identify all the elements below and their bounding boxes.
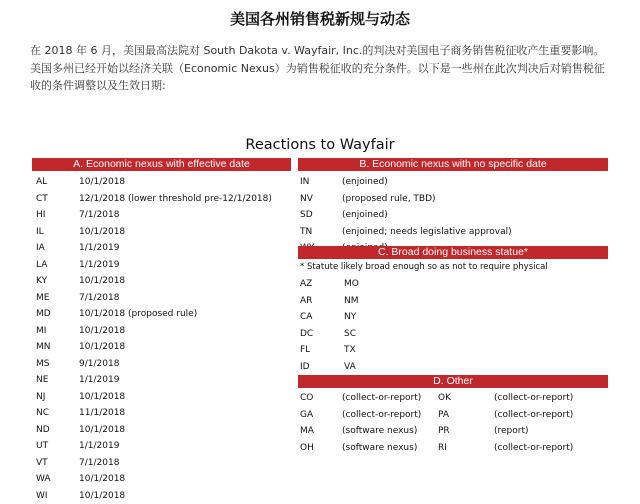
section-d-row <box>300 440 605 457</box>
section-a-list <box>36 174 291 504</box>
effective-date: 10/1/2018 <box>79 422 125 439</box>
section-b-row <box>300 224 605 241</box>
state-code: LA <box>36 257 47 274</box>
section-c-row <box>300 276 500 293</box>
state-code: RI <box>438 440 447 457</box>
section-a-row <box>36 323 291 340</box>
intro-paragraph: 在 2018 年 6 月，美国最高法院对 South Dakota v. Wayfair, Inc.的判决对美国电子商务销售税征收产生重要影响。美国多州已经开始以经济关联（Economic Nexus）为销售税征收的充分条件。以下是一些州在此次判决后对销售税征收的条件调整以及生效日期: <box>30 42 615 95</box>
effective-date: 10/1/2018 <box>79 323 125 340</box>
status-text: (collect-or-report) <box>494 440 573 457</box>
effective-date: 7/1/2018 <box>79 290 119 307</box>
status-text: (proposed rule, TBD) <box>342 191 436 208</box>
section-a-row <box>36 438 291 455</box>
state-code: PR <box>438 423 450 440</box>
state-code: IL <box>36 224 44 241</box>
section-d-header: D. Other <box>298 375 608 388</box>
section-d-list <box>300 390 605 456</box>
state-code: PA <box>438 407 449 424</box>
state-code: WA <box>36 471 51 488</box>
section-a-row <box>36 207 291 224</box>
section-a-row <box>36 290 291 307</box>
state-code: NV <box>300 191 313 208</box>
section-d-row <box>300 423 605 440</box>
effective-date: 11/1/2018 <box>79 405 125 422</box>
section-a-row <box>36 273 291 290</box>
state-code: AZ <box>300 276 312 293</box>
state-code: ND <box>36 422 50 439</box>
state-code: NJ <box>36 389 45 406</box>
state-code: NC <box>36 405 49 422</box>
effective-date: 1/1/2019 <box>79 438 119 455</box>
state-code: CO <box>300 390 313 407</box>
status-text: (software nexus) <box>342 440 417 457</box>
status-text: (collect-or-report) <box>494 407 573 424</box>
section-a-header: A. Economic nexus with effective date <box>32 158 291 171</box>
section-c-row <box>300 342 500 359</box>
state-code: CT <box>36 191 48 208</box>
section-c-row <box>300 309 500 326</box>
section-a-row <box>36 372 291 389</box>
section-c-header: C. Broad doing business statue* <box>298 246 608 259</box>
section-c-row <box>300 359 500 376</box>
state-code: SD <box>300 207 313 224</box>
effective-date: 10/1/2018 <box>79 224 125 241</box>
state-code: IN <box>300 174 309 191</box>
state-code: MD <box>36 306 51 323</box>
section-c-row <box>300 293 500 310</box>
section-a-row <box>36 488 291 504</box>
section-a-row <box>36 339 291 356</box>
section-a-row <box>36 240 291 257</box>
effective-date: 10/1/2018 <box>79 488 125 504</box>
state-code: MO <box>344 276 359 293</box>
state-code: TX <box>344 342 356 359</box>
section-b-row <box>300 191 605 208</box>
effective-date: 1/1/2019 <box>79 257 119 274</box>
state-code: MI <box>36 323 46 340</box>
section-c-row <box>300 326 500 343</box>
section-a-row <box>36 191 291 208</box>
state-code: ME <box>36 290 49 307</box>
section-a-row <box>36 422 291 439</box>
state-code: NY <box>344 309 356 326</box>
section-b-row <box>300 174 605 191</box>
state-code: SC <box>344 326 356 343</box>
state-code: OH <box>300 440 314 457</box>
section-a-row <box>36 389 291 406</box>
state-code: WI <box>36 488 48 504</box>
status-text: (enjoined) <box>342 207 388 224</box>
state-code: AL <box>36 174 47 191</box>
section-a-row <box>36 471 291 488</box>
page-title: 美国各州销售税新规与动态 <box>0 8 640 29</box>
status-text: (software nexus) <box>342 423 417 440</box>
status-text: (enjoined) <box>342 174 388 191</box>
state-code: MS <box>36 356 49 373</box>
status-text: (report) <box>494 423 529 440</box>
status-text: (collect-or-report) <box>342 407 421 424</box>
effective-date: 1/1/2019 <box>79 372 119 389</box>
section-a-row <box>36 356 291 373</box>
effective-date: 10/1/2018 (proposed rule) <box>79 306 197 323</box>
effective-date: 12/1/2018 (lower threshold pre-12/1/2018) <box>79 191 272 208</box>
effective-date: 10/1/2018 <box>79 471 125 488</box>
section-a-row <box>36 174 291 191</box>
state-code: VT <box>36 455 48 472</box>
section-a-row <box>36 405 291 422</box>
section-c-note: * Statute likely broad enough so as not to require physical <box>300 262 548 272</box>
effective-date: 9/1/2018 <box>79 356 119 373</box>
state-code: NM <box>344 293 359 310</box>
state-code: OK <box>438 390 451 407</box>
status-text: (collect-or-report) <box>342 390 421 407</box>
state-code: MN <box>36 339 51 356</box>
effective-date: 10/1/2018 <box>79 273 125 290</box>
status-text: (enjoined; needs legislative approval) <box>342 224 512 241</box>
state-code: UT <box>36 438 48 455</box>
state-code: CA <box>300 309 312 326</box>
state-code: HI <box>36 207 45 224</box>
status-text: (collect-or-report) <box>494 390 573 407</box>
state-code: GA <box>300 407 313 424</box>
state-code: VA <box>344 359 356 376</box>
state-code: TN <box>300 224 312 241</box>
figure-title: Reactions to Wayfair <box>0 137 640 153</box>
section-b-row <box>300 207 605 224</box>
state-code: NE <box>36 372 48 389</box>
effective-date: 7/1/2018 <box>79 455 119 472</box>
state-code: AR <box>300 293 312 310</box>
state-code: ID <box>300 359 310 376</box>
section-d-row <box>300 390 605 407</box>
section-a-row <box>36 257 291 274</box>
state-code: KY <box>36 273 47 290</box>
effective-date: 10/1/2018 <box>79 174 125 191</box>
effective-date: 10/1/2018 <box>79 389 125 406</box>
section-a-row <box>36 306 291 323</box>
effective-date: 1/1/2019 <box>79 240 119 257</box>
section-d-row <box>300 407 605 424</box>
state-code: DC <box>300 326 313 343</box>
state-code: IA <box>36 240 45 257</box>
section-b-header: B. Economic nexus with no specific date <box>298 158 608 171</box>
section-a-row <box>36 455 291 472</box>
state-code: FL <box>300 342 310 359</box>
section-b-list <box>300 174 605 257</box>
effective-date: 10/1/2018 <box>79 339 125 356</box>
state-code: MA <box>300 423 314 440</box>
effective-date: 7/1/2018 <box>79 207 119 224</box>
section-a-row <box>36 224 291 241</box>
